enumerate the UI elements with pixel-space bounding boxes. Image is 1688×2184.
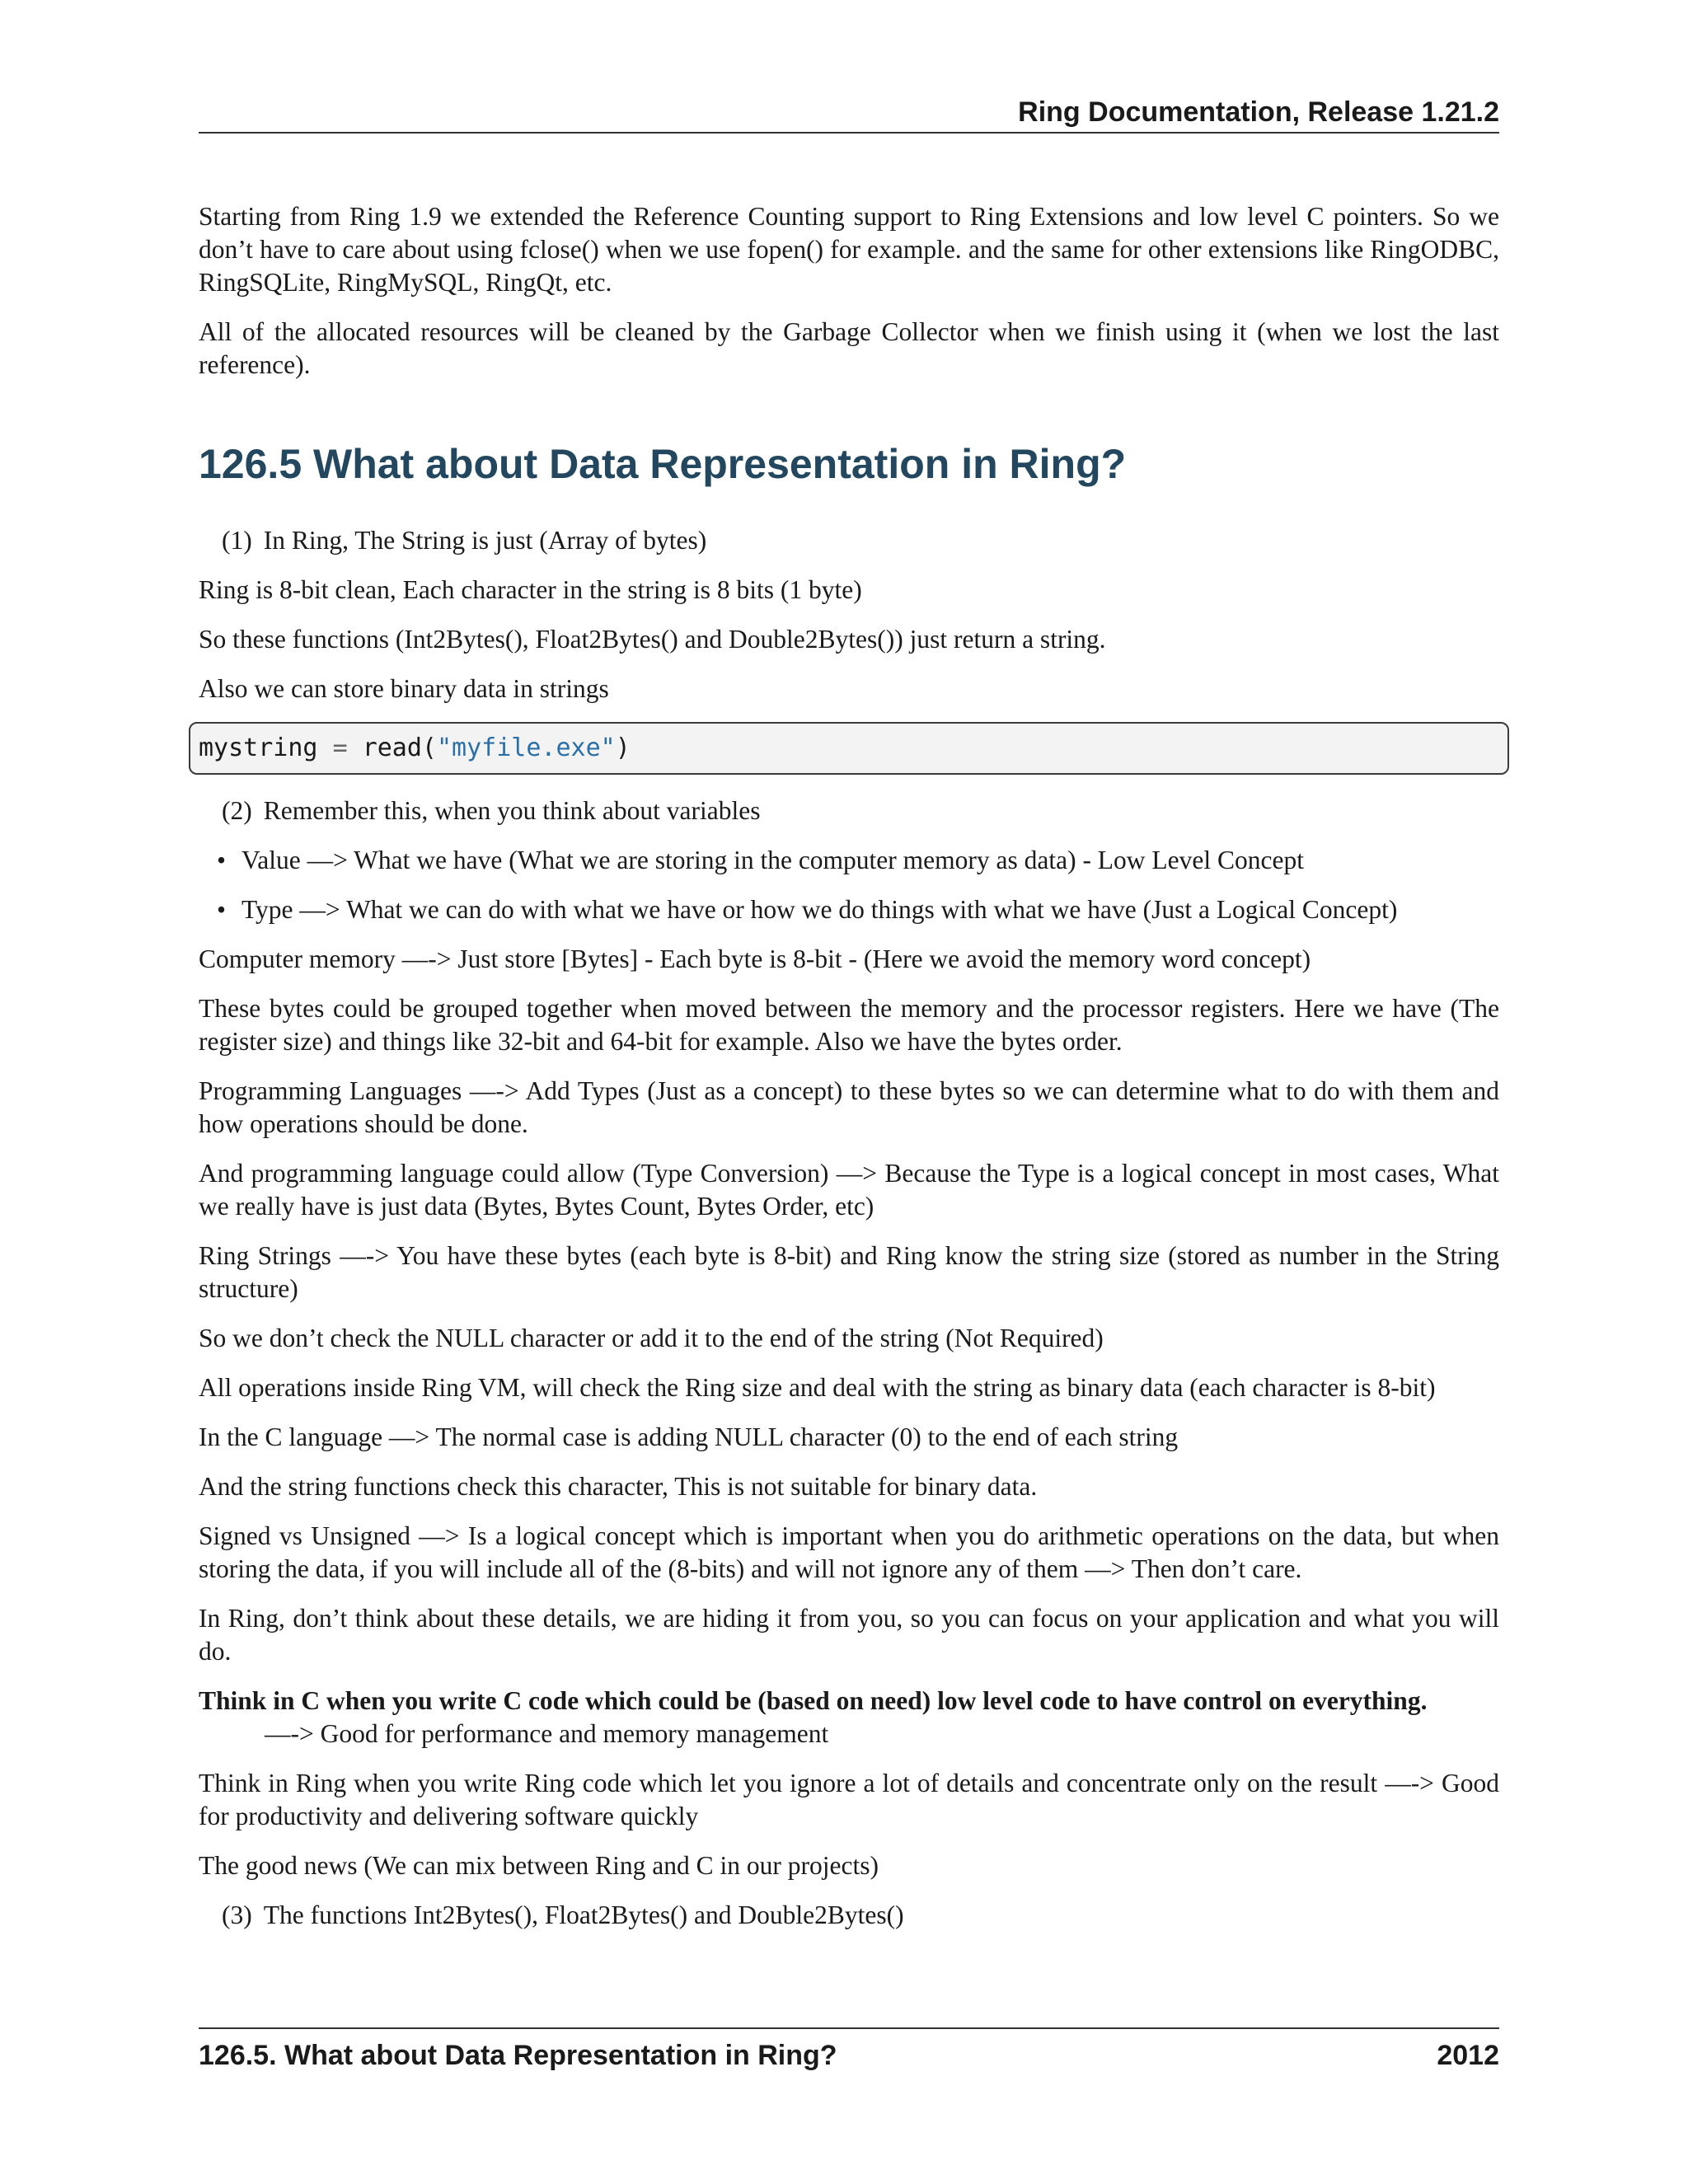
paragraph-ring-strings: Ring Strings —-> You have these bytes (each byte is 8-bit) and Ring know the string size (stored as number in the String structure) (199, 1241, 1499, 1303)
bullet-list (199, 844, 1499, 926)
paragraph-good-news: The good news (We can mix between Ring and C in our projects) (199, 1851, 879, 1880)
paragraph-8bit-clean: Ring is 8-bit clean, Each character in the string is 8 bits (1 byte) (199, 575, 862, 604)
paragraph-c-language: In the C language —> The normal case is adding NULL character (0) to the end of each string (199, 1422, 1179, 1451)
page-number: 2012 (1437, 2040, 1499, 2071)
bullet-text: Type —> What we can do with what we have or how we do things with what we have (Just a Logical Concept) (241, 895, 1398, 924)
paragraph-hiding-details: In Ring, don’t think about these details, we are hiding it from you, so you can focus on your application and what you will do. (199, 1604, 1499, 1666)
footer-section-link[interactable]: 126.5. What about Data Representation in Ring? (199, 2040, 837, 2071)
running-header: Ring Documentation, Release 1.21.2 (199, 92, 1499, 134)
paragraph-null-character: So we don’t check the NULL character or add it to the end of the string (Not Required) (199, 1324, 1104, 1352)
bullet-item-type (217, 893, 1499, 926)
code-close-paren: ) (615, 733, 631, 762)
bullet-icon: • (217, 846, 227, 874)
section-heading: 126.5 What about Data Representation in Ring? (199, 441, 1127, 487)
document-page (199, 0, 1499, 2184)
definition-term: Think in C when you write C code which could be (based on need) low level code to have control on everything. (199, 1686, 1428, 1715)
paragraph-binary-data: Also we can store binary data in strings (199, 674, 609, 703)
paragraph-think-in-ring: Think in Ring when you write Ring code which let you ignore a lot of details and concentrate only on the result —-> Good for productivity and delivering software quickly (199, 1769, 1499, 1830)
item-number: (1) (222, 526, 252, 555)
item-text: In Ring, The String is just (Array of bytes) (263, 526, 707, 555)
paragraph-functions: So these functions (Int2Bytes(), Float2Bytes() and Double2Bytes()) just return a string. (199, 625, 1106, 654)
paragraph-type-conversion: And programming language could allow (Type Conversion) —> Because the Type is a logical concept in most cases, What we really have is just data (Bytes, Bytes Count, Bytes Order, etc) (199, 1159, 1499, 1221)
item-text: Remember this, when you think about variables (263, 796, 761, 825)
code-operator: = (332, 733, 348, 762)
item-number: (3) (222, 1900, 252, 1929)
numbered-item-3 (222, 1899, 1499, 1932)
definition-think-in-c (199, 1685, 1499, 1750)
code-string: "myfile.exe" (437, 733, 616, 762)
paragraph-bytes-grouped: These bytes could be grouped together when moved between the memory and the processor registers. Here we have (The register size) and things like 32-bit and 64-bit for example. Also we have the bytes order. (199, 994, 1499, 1056)
running-footer (199, 2027, 1499, 2074)
intro-paragraph-2: All of the allocated resources will be cleaned by the Garbage Collector when we finish using it (when we lost the last reference). (199, 317, 1499, 379)
item-number: (2) (222, 796, 252, 825)
code-function: read( (362, 733, 437, 762)
bullet-icon: • (217, 895, 227, 924)
definition-description: —-> Good for performance and memory management (265, 1719, 829, 1748)
numbered-item-1 (222, 524, 1499, 557)
paragraph-computer-memory: Computer memory —-> Just store [Bytes] - Each byte is 8-bit - (Here we avoid the memory word concept) (199, 944, 1311, 973)
code-variable: mystring (199, 733, 318, 762)
item-text: The functions Int2Bytes(), Float2Bytes() and Double2Bytes() (263, 1900, 904, 1929)
bullet-text: Value —> What we have (What we are storing in the computer memory as data) - Low Level Concept (241, 846, 1304, 874)
bullet-item-value (217, 844, 1499, 877)
paragraph-ring-vm: All operations inside Ring VM, will check the Ring size and deal with the string as binary data (each character is 8-bit) (199, 1373, 1436, 1402)
page-content (199, 200, 1499, 1948)
intro-paragraph-1: Starting from Ring 1.9 we extended the Reference Counting support to Ring Extensions and low level C pointers. So we don’t have to care about using fclose() when we use fopen() for example. and the same for other extensions like RingODBC, RingSQLite, RingMySQL, RingQt, etc. (199, 202, 1499, 297)
paragraph-signed-unsigned: Signed vs Unsigned —> Is a logical concept which is important when you do arithmetic operations on the data, but when storing the data, if you will include all of the (8-bits) and will not ignore any of them —> Then don’t care. (199, 1521, 1499, 1583)
paragraph-programming-languages: Programming Languages —-> Add Types (Just as a concept) to these bytes so we can determine what to do with them and how operations should be done. (199, 1076, 1499, 1138)
code-block (189, 722, 1509, 775)
numbered-item-2 (222, 794, 1499, 827)
paragraph-string-functions: And the string functions check this character, This is not suitable for binary data. (199, 1472, 1038, 1501)
